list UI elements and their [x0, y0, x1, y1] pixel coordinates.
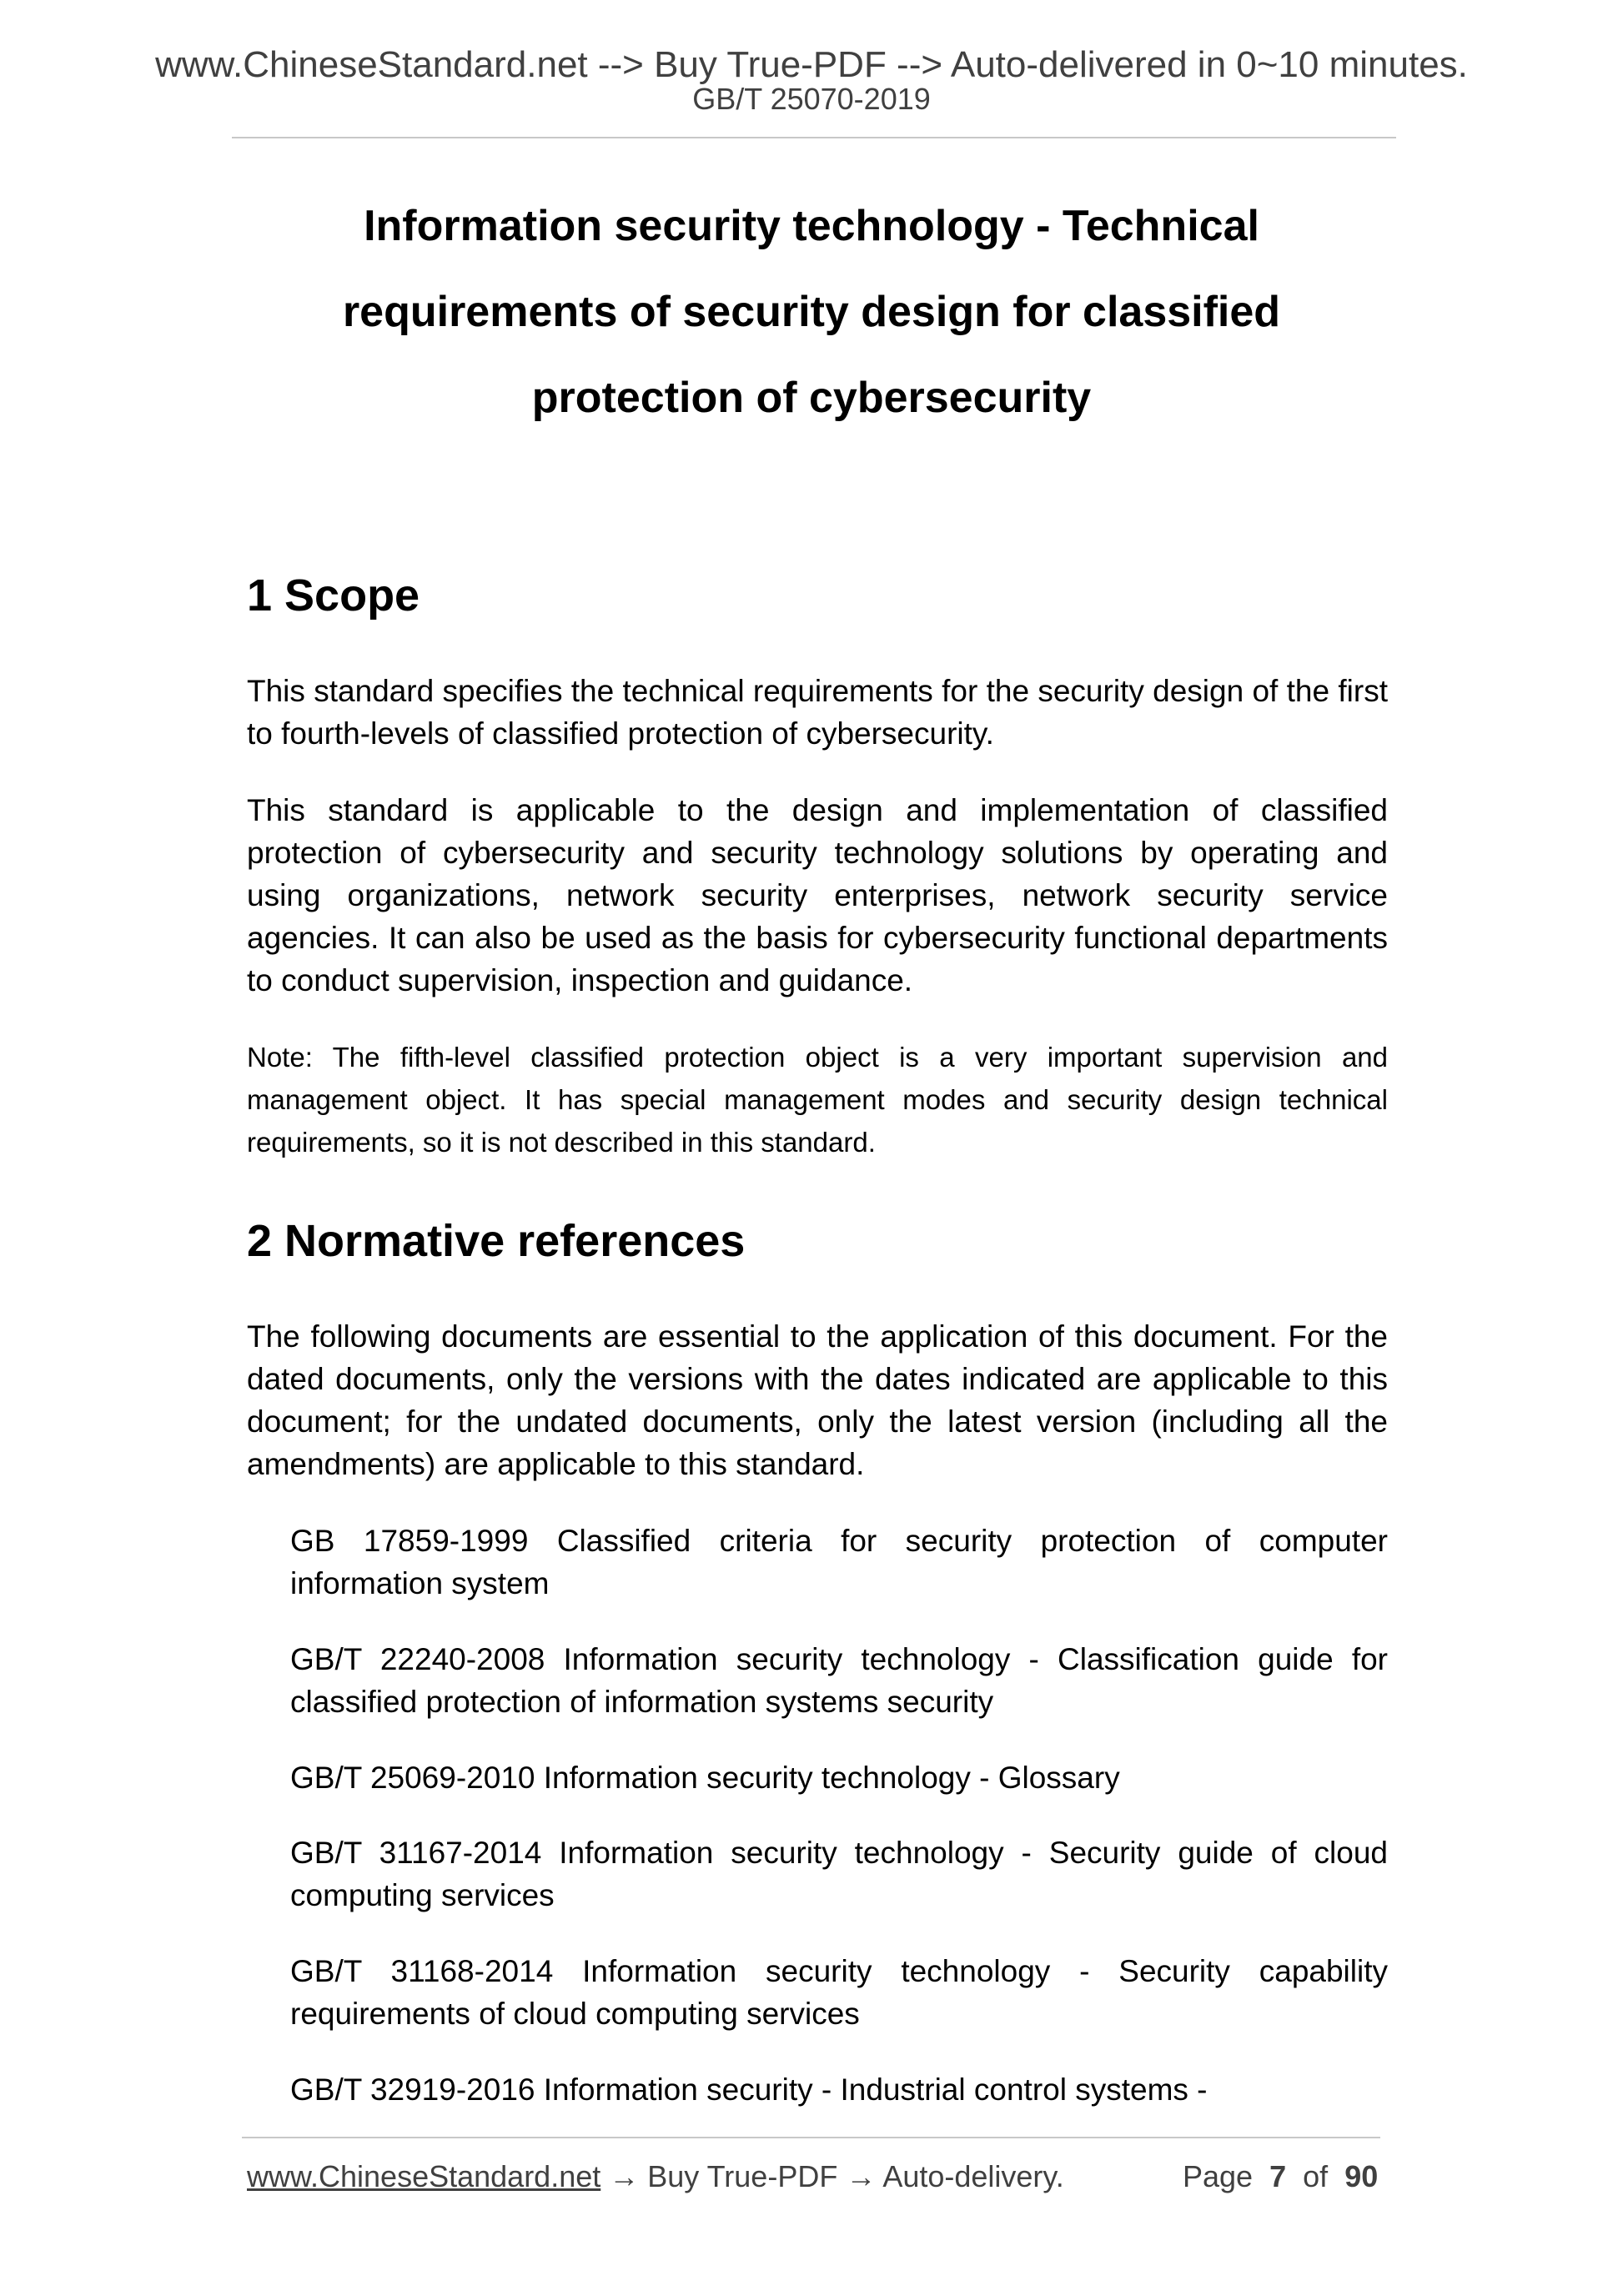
reference-item: GB/T 31168-2014 Information security technology - Security capability requirements of cloud computing services	[290, 1954, 1388, 2031]
of-label: of	[1303, 2159, 1329, 2193]
section-heading-normative-references: 2 Normative references	[247, 1216, 746, 1266]
footer-site-link[interactable]: www.ChineseStandard.net	[247, 2159, 601, 2193]
scope-paragraph-1: This standard specifies the technical requirements for the security design of the first to fourth-levels of classified protection of cybersecurity.	[247, 674, 1388, 751]
page-label: Page	[1183, 2159, 1254, 2193]
total-pages: 90	[1344, 2159, 1379, 2193]
document-title	[209, 183, 1414, 441]
reference-item: GB 17859-1999 Classified criteria for security protection of computer information system	[290, 1524, 1388, 1600]
reference-item: GB/T 31167-2014 Information security technology - Security guide of cloud computing services	[290, 1836, 1388, 1912]
section-heading-scope: 1 Scope	[247, 570, 420, 620]
header-standard-number: GB/T 25070-2019	[692, 82, 931, 116]
document-title-line-2: requirements of security design for classified	[342, 288, 1281, 336]
scope-note: Note: The fifth-level classified protection object is a very important supervision and management object. It has special management modes and security design technical requirements, so it is not described in this standard.	[247, 1042, 1388, 1158]
header-divider	[232, 137, 1396, 138]
document-title-line-3: protection of cybersecurity	[531, 374, 1092, 422]
page-indicator	[1183, 2158, 1378, 2195]
reference-item: GB/T 25069-2010 Information security technology - Glossary	[290, 1761, 1120, 1795]
normative-intro: The following documents are essential to the application of this document. For the dated documents, only the versions with the dates indicated are applicable to this document; for the undated documents, only the latest version (including all the amendments) are applicable to this standard.	[247, 1319, 1388, 1481]
page-number: 7	[1269, 2159, 1287, 2193]
reference-item: GB/T 22240-2008 Information security technology - Classification guide for classified protection of information systems security	[290, 1642, 1388, 1719]
reference-item: GB/T 32919-2016 Information security - Industrial control systems -	[290, 2072, 1208, 2107]
footer-promo-text: → Buy True-PDF → Auto-delivery.	[600, 2159, 1064, 2193]
header-banner: www.ChineseStandard.net --> Buy True-PDF --> Auto-delivered in 0~10 minutes.	[155, 44, 1468, 85]
document-title-line-1: Information security technology - Technical	[364, 202, 1259, 250]
scope-paragraph-2: This standard is applicable to the design and implementation of classified protection of cybersecurity and security technology solutions by operating and using organizations, network security enterprises, network security service agencies. It can also be used as the basis for cybersecurity functional departments to conduct supervision, inspection and guidance.	[247, 793, 1388, 997]
footer-promo	[247, 2158, 1064, 2195]
footer-divider	[242, 2137, 1380, 2138]
